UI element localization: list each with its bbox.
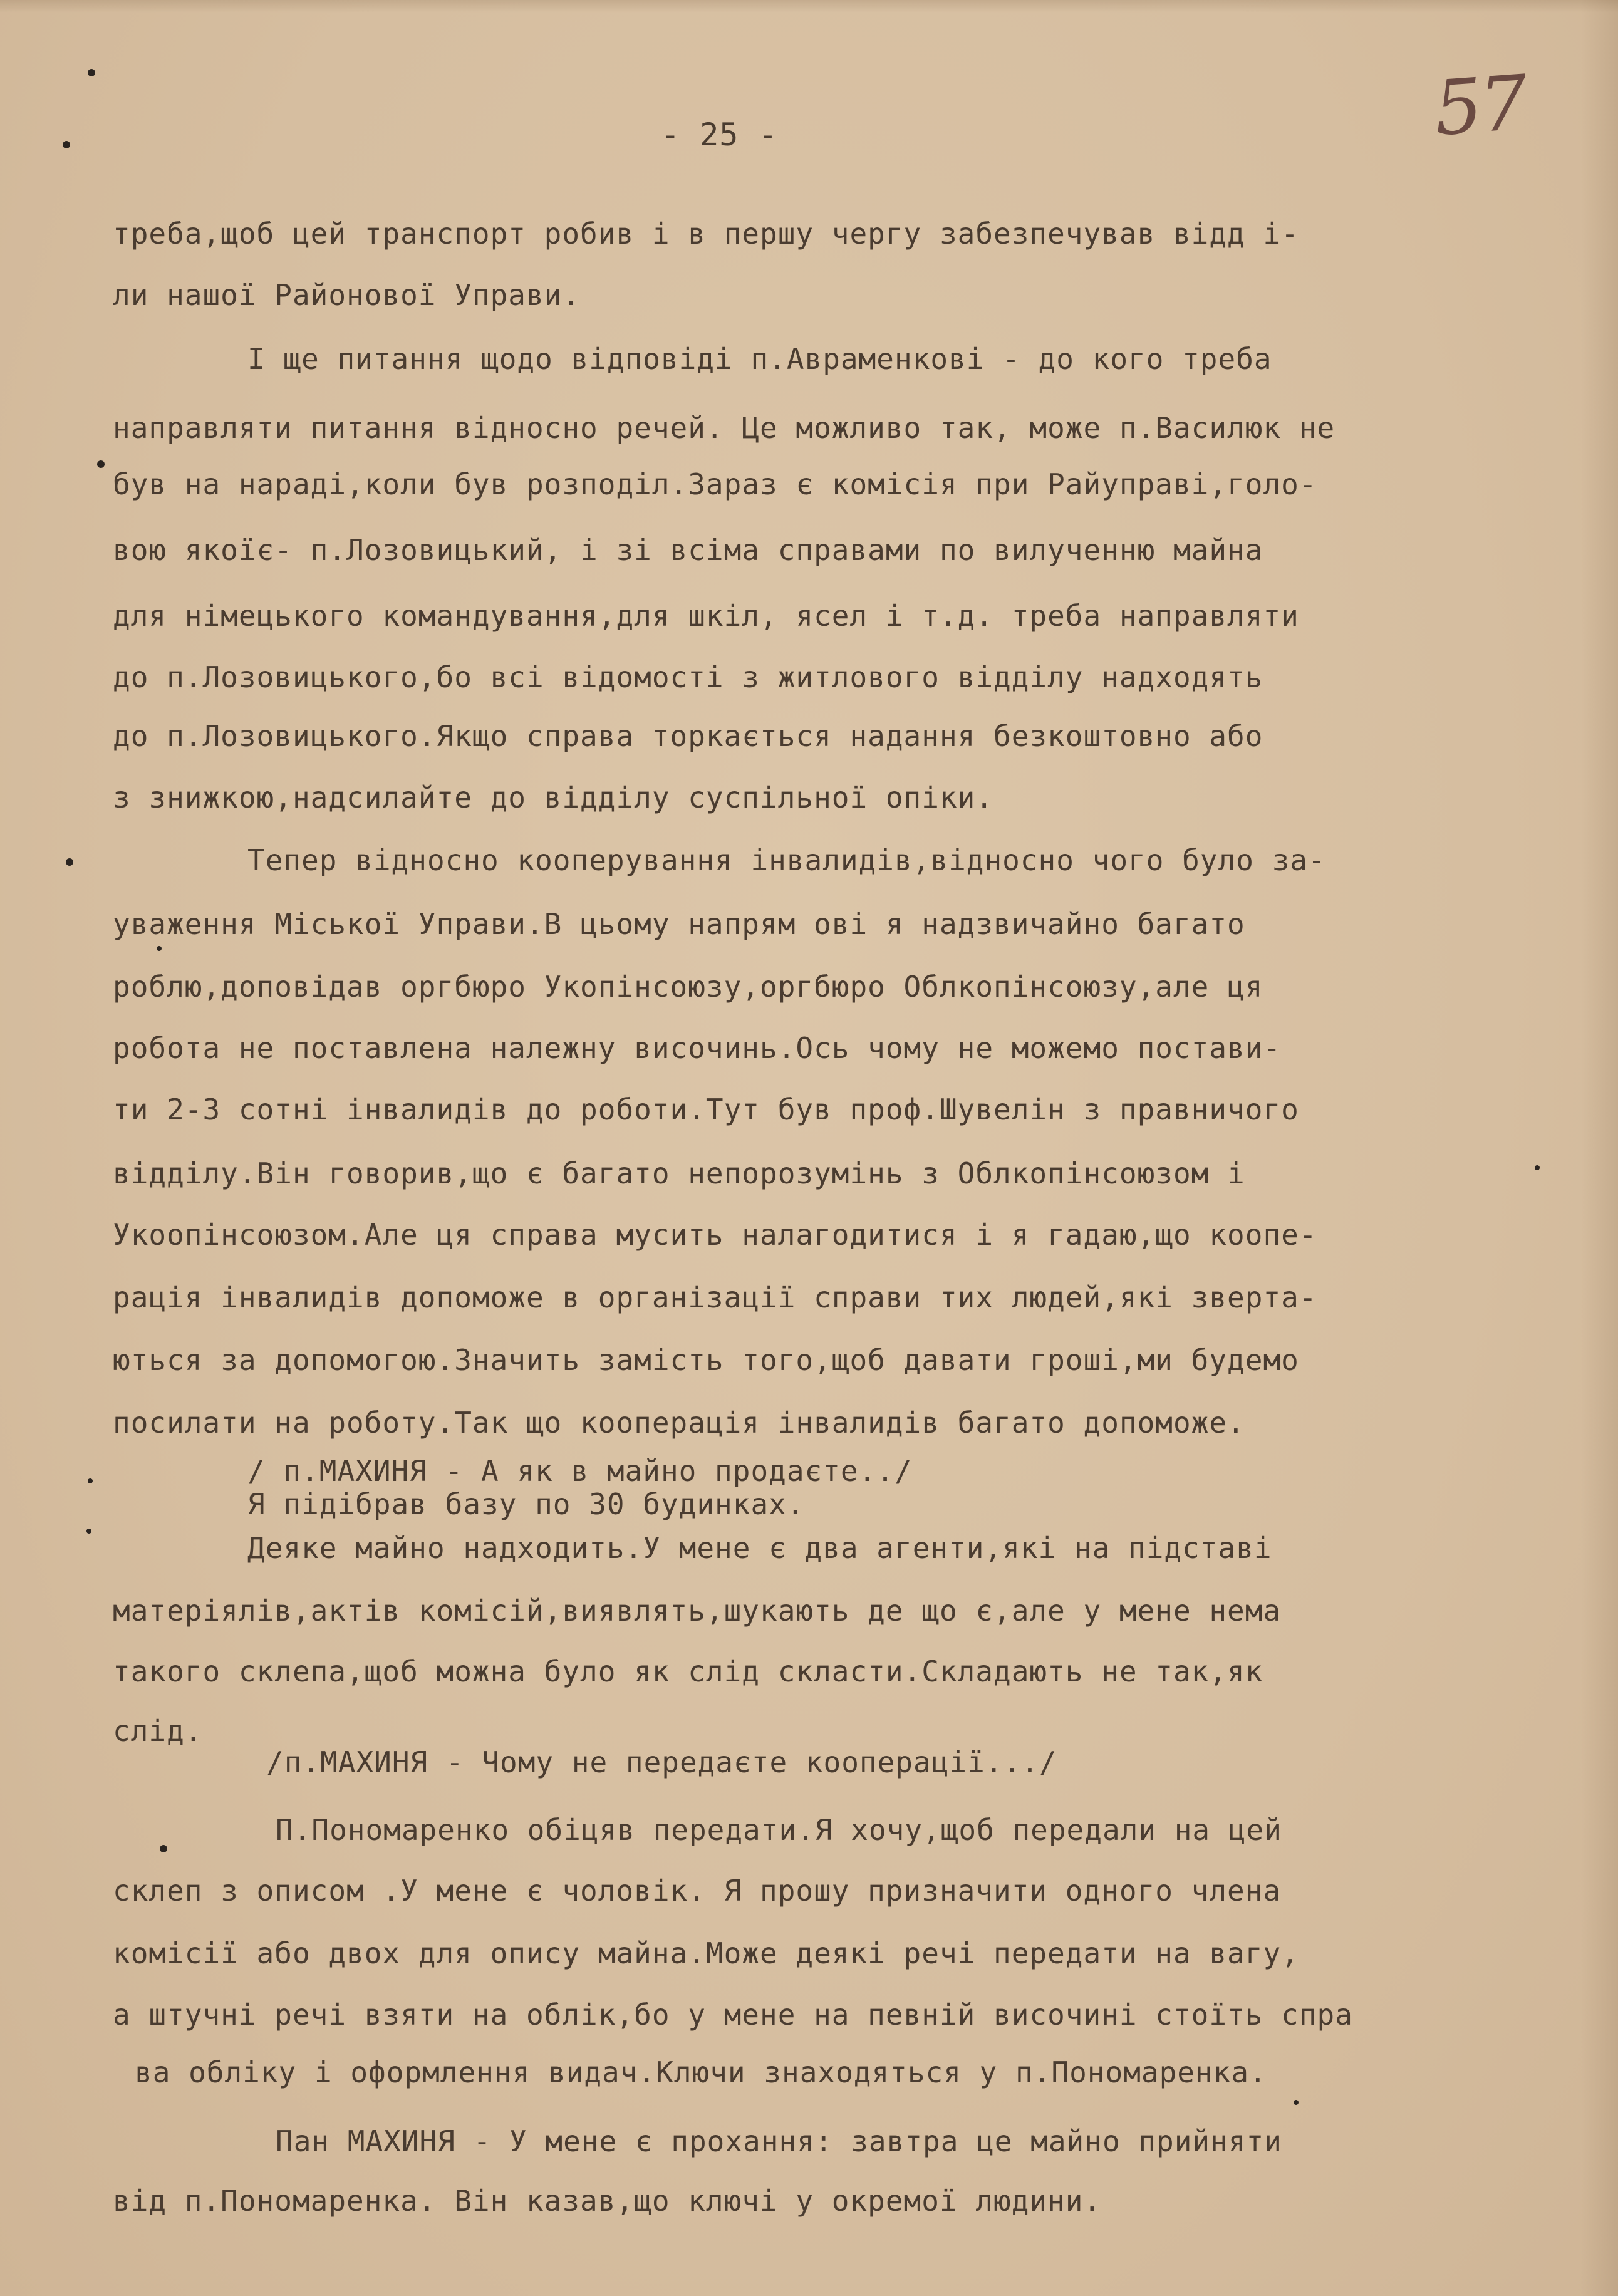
binder-mark <box>63 141 70 148</box>
text-line: рація інвалидів допоможе в організації справи тих людей,які зверта- <box>113 1280 1317 1314</box>
text-line: І ще питання щодо відповіді п.Авраменкові - до кого треба <box>247 342 1272 376</box>
binder-mark <box>88 69 95 76</box>
binder-mark <box>88 1478 93 1483</box>
text-line: комісії або двох для опису майна.Може деякі речі передати на вагу, <box>113 1936 1299 1970</box>
text-line: / п.МАХИНЯ - А як в майно продаєте../ <box>247 1454 913 1488</box>
text-line: П.Пономаренко обіцяв передати.Я хочу,щоб передали на цей <box>276 1813 1282 1847</box>
text-line: матеріялів,актів комісій,виявлять,шукають де що є,але у мене нема <box>113 1594 1282 1628</box>
binder-mark <box>160 1845 167 1852</box>
text-line: до п.Лозовицького.Якщо справа торкається надання безкоштовно або <box>113 719 1263 753</box>
binder-mark <box>1535 1165 1540 1170</box>
page-number: - 25 - <box>661 117 778 153</box>
text-line: склеп з описом .У мене є чоловік. Я прошу призначити одного члена <box>113 1874 1282 1908</box>
text-line: з знижкою,надсилайте до відділу суспільної опіки. <box>113 781 994 814</box>
binder-mark <box>157 946 162 951</box>
text-line: від п.Пономаренка. Він казав,що ключі у окремої людини. <box>113 2184 1102 2218</box>
text-line: відділу.Він говорив,що є багато непорозумінь з Облкопінсоюзом і <box>113 1156 1245 1190</box>
paper-edge-top <box>0 0 1618 13</box>
text-line: направляти питання відносно речей. Це можливо так, може п.Василюк не <box>113 411 1335 445</box>
text-line: уваження Міської Управи.В цьому напрям ові я надзвичайно багато <box>113 907 1245 941</box>
text-line: а штучні речі взяти на облік,бо у мене на певній височині стоїть спра <box>113 1998 1353 2032</box>
binder-mark <box>66 858 73 866</box>
text-line: був на нараді,коли був розподіл.Зараз є комісія при Райуправі,голо- <box>113 467 1317 501</box>
text-line: ва обліку і оформлення видач.Ключи знаходяться у п.Пономаренка. <box>135 2055 1267 2089</box>
text-line: Укоопінсоюзом.Але ця справа мусить налагодитися і я гадаю,що коопе- <box>113 1218 1317 1252</box>
text-line: ються за допомогою.Значить замість того,щоб давати гроші,ми будемо <box>113 1343 1299 1377</box>
text-line: слід. <box>113 1714 203 1748</box>
text-line: вою якоїє- п.Лозовицький, і зі всіма справами по вилученню майна <box>113 533 1263 567</box>
text-line: треба,щоб цей транспорт робив і в першу чергу забезпечував відд і- <box>113 217 1299 251</box>
text-line: /п.МАХИНЯ - Чому не передаєте кооперації.../ <box>266 1745 1057 1779</box>
text-line: ти 2-3 сотні інвалидів до роботи.Тут був проф.Шувелін з правничого <box>113 1093 1299 1126</box>
binder-mark <box>86 1529 91 1534</box>
text-line: для німецького командування,для шкіл, ясел і т.д. треба направляти <box>113 599 1299 633</box>
archive-page-number: 57 <box>1431 60 1528 153</box>
binder-mark <box>1294 2100 1299 2105</box>
text-line: ли нашої Районової Управи. <box>113 278 581 312</box>
text-line: до п.Лозовицького,бо всі відомості з житлового відділу надходять <box>113 660 1263 694</box>
text-line: Деяке майно надходить.У мене є два агенти,які на підставі <box>247 1531 1272 1565</box>
text-line: Я підібрав базу по 30 будинках. <box>247 1487 805 1521</box>
text-line: робота не поставлена належну височинь.Ось чому не можемо постави- <box>113 1031 1282 1065</box>
binder-mark <box>97 460 105 468</box>
text-line: Пан МАХИНЯ - У мене є прохання: завтра це майно прийняти <box>276 2124 1282 2158</box>
paper-edge-right <box>1580 0 1618 2296</box>
text-line: такого склепа,щоб можна було як слід скласти.Складають не так,як <box>113 1654 1263 1688</box>
text-line: Тепер відносно кооперування інвалидів,відносно чого було за- <box>247 843 1326 877</box>
text-line: роблю,доповідав оргбюро Укопінсоюзу,оргбюро Облкопінсоюзу,але ця <box>113 970 1263 1004</box>
text-line: посилати на роботу.Так що кооперація інвалидів багато допоможе. <box>113 1406 1245 1440</box>
